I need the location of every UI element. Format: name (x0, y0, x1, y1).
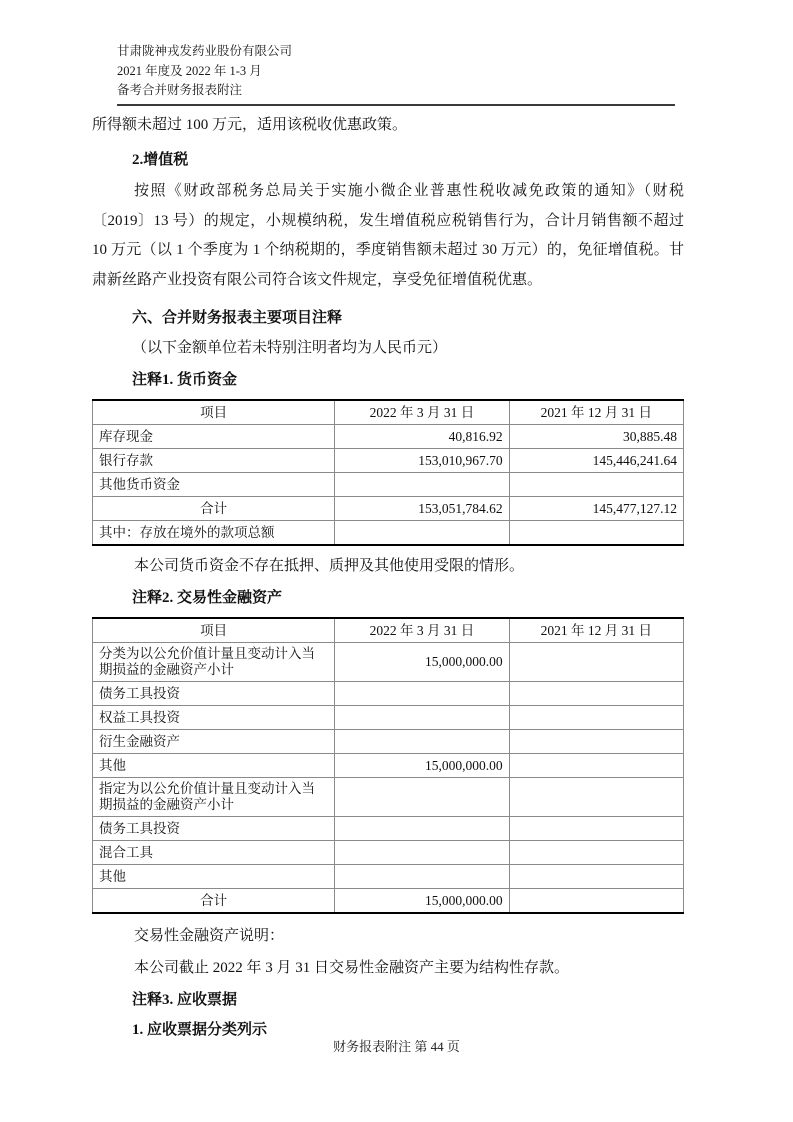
cell-value-2022 (335, 865, 509, 889)
table-row (93, 817, 684, 841)
cell-value-2021: 30,885.48 (509, 425, 683, 449)
cell-value-2022 (335, 473, 509, 497)
page-footer: 财务报表附注 第 44 页 (333, 1039, 460, 1054)
cell-value-2021: 145,446,241.64 (509, 449, 683, 473)
cell-item-label: 衍生金融资产 (93, 730, 335, 754)
cell-value-2021 (509, 521, 683, 546)
cell-value-2021 (509, 706, 683, 730)
cell-value-2022 (335, 682, 509, 706)
cell-item-label: 其他 (93, 865, 335, 889)
cell-value-2021 (509, 841, 683, 865)
cell-value-2022: 153,051,784.62 (335, 497, 509, 521)
table-total-row (93, 497, 684, 521)
table-row (93, 425, 684, 449)
cell-value-2021 (509, 889, 683, 914)
table-header-row (93, 400, 684, 425)
cell-item-label: 其他 (93, 754, 335, 778)
section6-heading: 六、合并财务报表主要项目注释 (132, 310, 343, 326)
cell-value-2021 (509, 473, 683, 497)
cell-total-label: 合计 (93, 497, 335, 521)
table-header-row (93, 618, 684, 643)
cell-item-label: 其中：存放在境外的款项总额 (93, 521, 335, 546)
table-row (93, 706, 684, 730)
carryover-paragraph: 所得额未超过 100 万元，适用该税收优惠政策。 (92, 117, 408, 133)
cell-item-label: 库存现金 (93, 425, 335, 449)
cell-item-label: 分类为以公允价值计量且变动计入当期损益的金融资产小计 (93, 643, 335, 682)
note2-remark-body: 本公司截止 2022 年 3 月 31 日交易性金融资产主要为结构性存款。 (134, 960, 570, 976)
unit-note: （以下金额单位若未特别注明者均为人民币元） (132, 340, 448, 356)
note2-remark-title: 交易性金融资产说明： (134, 928, 285, 944)
cell-item-label: 混合工具 (93, 841, 335, 865)
table-row (93, 841, 684, 865)
col-header-2022: 2022 年 3 月 31 日 (335, 400, 509, 425)
col-header-item: 项目 (93, 618, 335, 643)
table-row (93, 449, 684, 473)
cell-item-label: 债务工具投资 (93, 682, 335, 706)
vat-paragraph: 按照《财政部税务总局关于实施小微企业普惠性税收减免政策的通知》（财税〔2019〕13 号）的规定，小规模纳税，发生增值税应税销售行为，合计月销售额不超过 10 万元（以 1 个季度为 1 个纳税期的，季度销售额未超过 30 万元）的，免征增值税。甘肃新丝路产业投资有限公司符合该文件规定，享受免征增值税优惠。 (92, 183, 684, 288)
cell-value-2022 (335, 521, 509, 546)
col-header-item: 项目 (93, 400, 335, 425)
cell-value-2022 (335, 730, 509, 754)
cell-value-2022: 15,000,000.00 (335, 889, 509, 914)
table-row (93, 682, 684, 706)
cell-value-2022 (335, 841, 509, 865)
cell-value-2021 (509, 754, 683, 778)
cell-item-label: 债务工具投资 (93, 817, 335, 841)
cell-value-2022: 15,000,000.00 (335, 754, 509, 778)
note3-heading: 注释3. 应收票据 (132, 992, 238, 1008)
note1-heading: 注释1. 货币资金 (132, 372, 238, 388)
cell-value-2022 (335, 778, 509, 817)
col-header-2021: 2021 年 12 月 31 日 (509, 400, 683, 425)
col-header-2022: 2022 年 3 月 31 日 (335, 618, 509, 643)
cell-value-2021 (509, 682, 683, 706)
cell-value-2021: 145,477,127.12 (509, 497, 683, 521)
header-rule (117, 104, 675, 106)
note3-sub-heading: 1. 应收票据分类列示 (132, 1022, 268, 1038)
cell-value-2022: 153,010,967.70 (335, 449, 509, 473)
cell-value-2021 (509, 643, 683, 682)
cash-funds-table (92, 399, 684, 546)
cell-value-2021 (509, 817, 683, 841)
cell-value-2022 (335, 817, 509, 841)
cell-value-2022: 15,000,000.00 (335, 643, 509, 682)
cell-item-label: 指定为以公允价值计量且变动计入当期损益的金融资产小计 (93, 778, 335, 817)
page-content (92, 108, 684, 1040)
cell-value-2021 (509, 778, 683, 817)
table-subtotal-row (93, 643, 684, 682)
company-name: 甘肃陇神戎发药业股份有限公司 (117, 44, 293, 58)
table-row (93, 730, 684, 754)
cell-value-2021 (509, 730, 683, 754)
table-row (93, 521, 684, 546)
running-header (117, 42, 292, 101)
note2-heading: 注释2. 交易性金融资产 (132, 590, 283, 606)
table-row (93, 754, 684, 778)
cell-value-2021 (509, 865, 683, 889)
report-period: 2021 年度及 2022 年 1-3 月 (117, 63, 262, 78)
cell-item-label: 银行存款 (93, 449, 335, 473)
trading-financial-assets-table (92, 617, 684, 914)
cell-value-2022 (335, 706, 509, 730)
cell-value-2022: 40,816.92 (335, 425, 509, 449)
vat-heading: 2.增值税 (132, 152, 189, 168)
table-row (93, 473, 684, 497)
cell-item-label: 权益工具投资 (93, 706, 335, 730)
table-row (93, 865, 684, 889)
table-subtotal-row (93, 778, 684, 817)
cell-total-label: 合计 (93, 889, 335, 914)
col-header-2021: 2021 年 12 月 31 日 (509, 618, 683, 643)
table-total-row (93, 889, 684, 914)
note1-remark: 本公司货币资金不存在抵押、质押及其他使用受限的情形。 (134, 558, 525, 574)
report-title: 备考合并财务报表附注 (117, 83, 243, 97)
cell-item-label: 其他货币资金 (93, 473, 335, 497)
